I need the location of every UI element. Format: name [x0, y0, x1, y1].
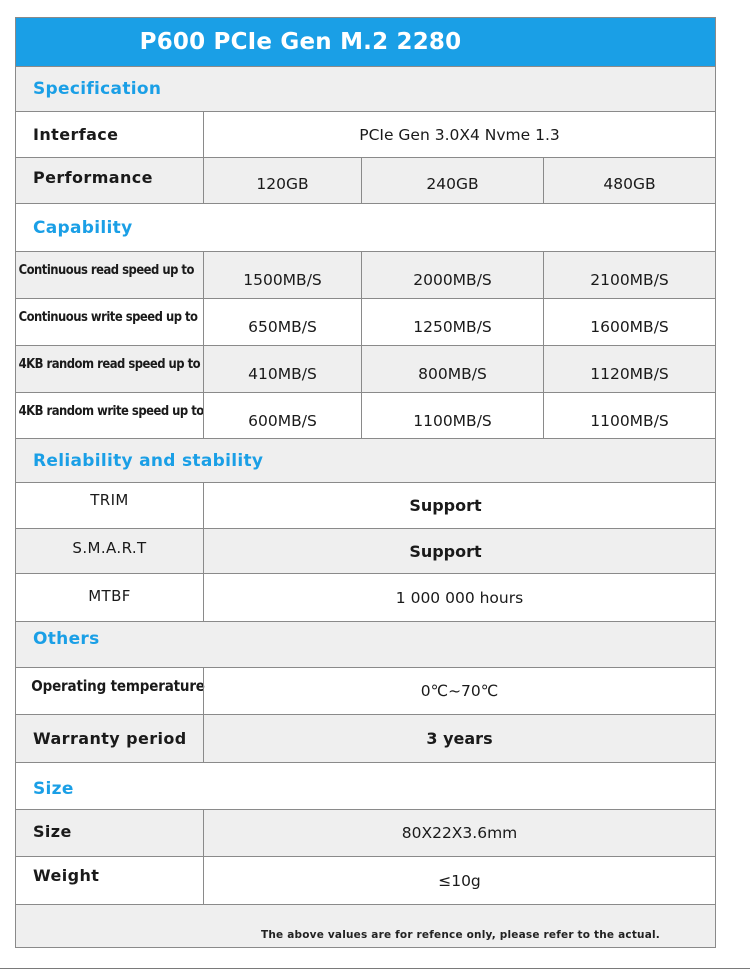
speed-cell: 1120MB/S: [543, 346, 715, 392]
speed-cell: 1100MB/S: [543, 393, 715, 438]
capacity-cell: 240GB: [361, 158, 543, 203]
section-header-reliability: [16, 438, 715, 482]
section-header-others: [16, 621, 715, 667]
section-title: Others: [33, 629, 100, 650]
row-value: 80X22X3.6mm: [203, 810, 715, 856]
table-row-interface: [16, 111, 715, 157]
row-value: ≤10g: [203, 857, 715, 904]
table-row-temperature: [16, 667, 715, 714]
page-divider: [0, 968, 750, 969]
footnote-row: [16, 904, 715, 947]
table-row-mtbf: [16, 573, 715, 621]
table-row: [16, 298, 715, 345]
row-value: Support: [203, 529, 715, 573]
row-label: Operating temperature: [31, 677, 205, 695]
section-title: Size: [33, 778, 74, 799]
table-row: [16, 392, 715, 438]
table-row: [16, 345, 715, 392]
section-title: Capability: [33, 217, 133, 238]
speed-cell: 1100MB/S: [361, 393, 543, 438]
speed-cell: 2100MB/S: [543, 252, 715, 298]
row-label: Continuous write speed up to: [18, 309, 198, 325]
capacity-cell: 480GB: [543, 158, 715, 203]
speed-cell: 650MB/S: [203, 299, 361, 345]
page-title: P600 PCIe Gen M.2 2280: [16, 18, 715, 66]
table-row-warranty: [16, 714, 715, 762]
speed-cell: 1600MB/S: [543, 299, 715, 345]
row-label: 4KB random read speed up to: [18, 356, 201, 372]
speed-cell: 600MB/S: [203, 393, 361, 438]
section-title: Specification: [33, 79, 162, 99]
row-value: PCIe Gen 3.0X4 Nvme 1.3: [203, 112, 715, 157]
row-label: Weight: [33, 866, 100, 885]
speed-cell: 1500MB/S: [203, 252, 361, 298]
row-label: TRIM: [90, 490, 129, 509]
speed-cell: 410MB/S: [203, 346, 361, 392]
row-value: 0℃~70℃: [203, 668, 715, 714]
speed-cell: 1250MB/S: [361, 299, 543, 345]
row-label: Size: [33, 821, 72, 841]
table-row: [16, 251, 715, 298]
spec-sheet: [15, 17, 716, 948]
section-header-capability: [16, 203, 715, 251]
row-label: Interface: [33, 125, 119, 144]
speed-cell: 2000MB/S: [361, 252, 543, 298]
capacity-cell: 120GB: [203, 158, 361, 203]
row-label: Warranty period: [33, 729, 187, 748]
table-row-performance: [16, 157, 715, 203]
row-value: 1 000 000 hours: [203, 574, 715, 621]
table-row-trim: [16, 482, 715, 528]
table-row-weight: [16, 856, 715, 904]
row-label: Continuous read speed up to: [18, 262, 194, 278]
section-title: Reliability and stability: [33, 450, 264, 471]
speed-cell: 800MB/S: [361, 346, 543, 392]
row-label: S.M.A.R.T: [72, 539, 147, 557]
row-label: Performance: [33, 168, 153, 187]
section-header-specification: [16, 66, 715, 111]
table-row-size: [16, 809, 715, 856]
row-value: Support: [203, 483, 715, 528]
row-label: MTBF: [88, 586, 131, 605]
section-header-size: [16, 762, 715, 809]
row-label: 4KB random write speed up to: [18, 402, 204, 419]
row-value: 3 years: [203, 715, 715, 762]
footnote: The above values are for refence only, please refer to the actual.: [261, 929, 660, 941]
table-row-smart: [16, 528, 715, 573]
